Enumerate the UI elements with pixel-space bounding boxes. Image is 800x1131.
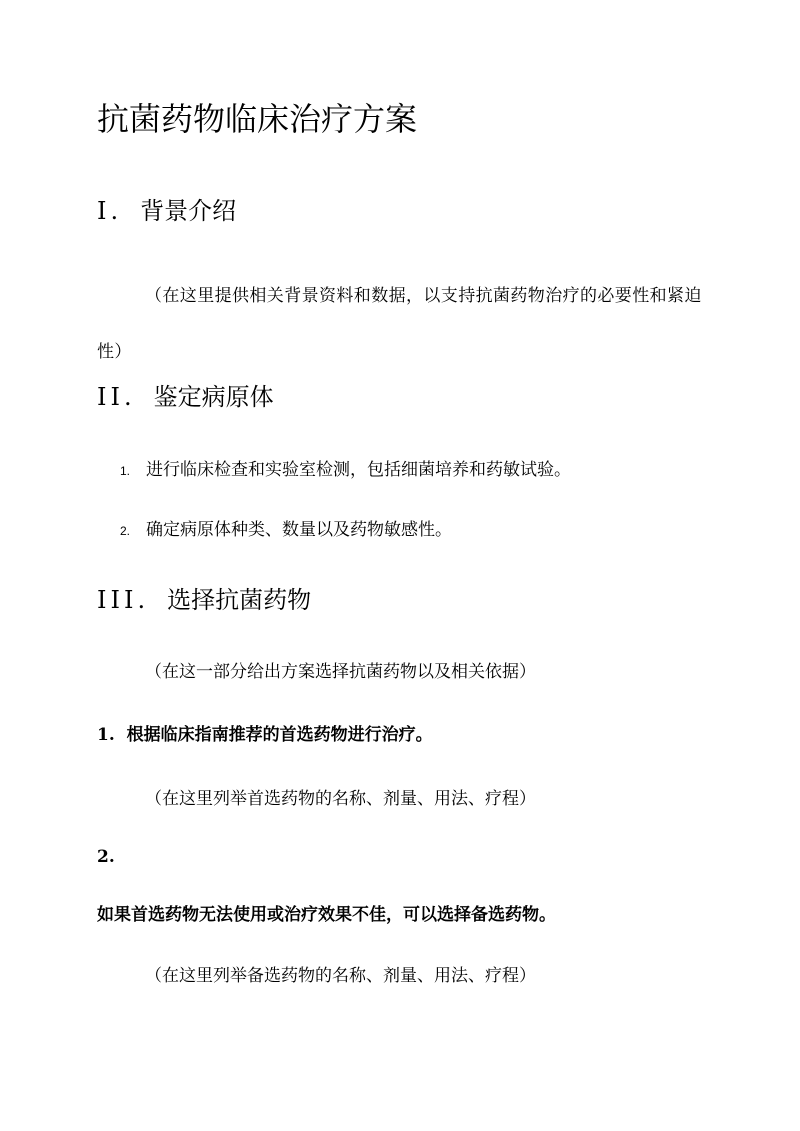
section-1-paragraph: （在这里提供相关背景资料和数据，以支持抗菌药物治疗的必要性和紧迫性） — [97, 286, 702, 362]
document-title: 抗菌药物临床治疗方案 — [97, 100, 418, 138]
section-1-title: 背景介绍 — [140, 197, 237, 225]
section-3-note: （在这一部分给出方案选择抗菌药物以及相关依据） — [145, 662, 536, 682]
subitem-1-text — [97, 721, 433, 749]
subitem-2-note: （在这里列举备选药物的名称、剂量、用法、疗程） — [145, 966, 536, 986]
section-3-number: III. — [97, 586, 150, 614]
subitem-1-note: （在这里列举首选药物的名称、剂量、用法、疗程） — [145, 789, 536, 809]
list-item-marker: 2. — [120, 524, 131, 538]
section-2-heading — [97, 379, 274, 415]
subitem-2-number: 2. — [97, 847, 115, 867]
section-1-heading — [97, 193, 236, 229]
subitem-1-label: 根据临床指南推荐的首选药物进行治疗。 — [126, 725, 433, 745]
list-item-marker: 1. — [120, 464, 131, 478]
list-item-text: 进行临床检查和实验室检测，包括细菌培养和药敏试验。 — [146, 460, 571, 480]
subitem-2-text: 如果首选药物无法使用或治疗效果不佳，可以选择备选药物。 — [97, 905, 556, 925]
section-1-number: I. — [97, 197, 123, 225]
section-3-heading — [97, 582, 311, 618]
subitem-1-number: 1. — [97, 725, 115, 745]
section-2-number: II. — [97, 383, 136, 411]
section-3-title: 选择抗菌药物 — [167, 586, 312, 614]
list-item — [120, 456, 571, 485]
list-item — [120, 516, 452, 545]
list-item-text: 确定病原体种类、数量以及药物敏感性。 — [146, 520, 452, 540]
section-2-title: 鉴定病原体 — [153, 383, 274, 411]
